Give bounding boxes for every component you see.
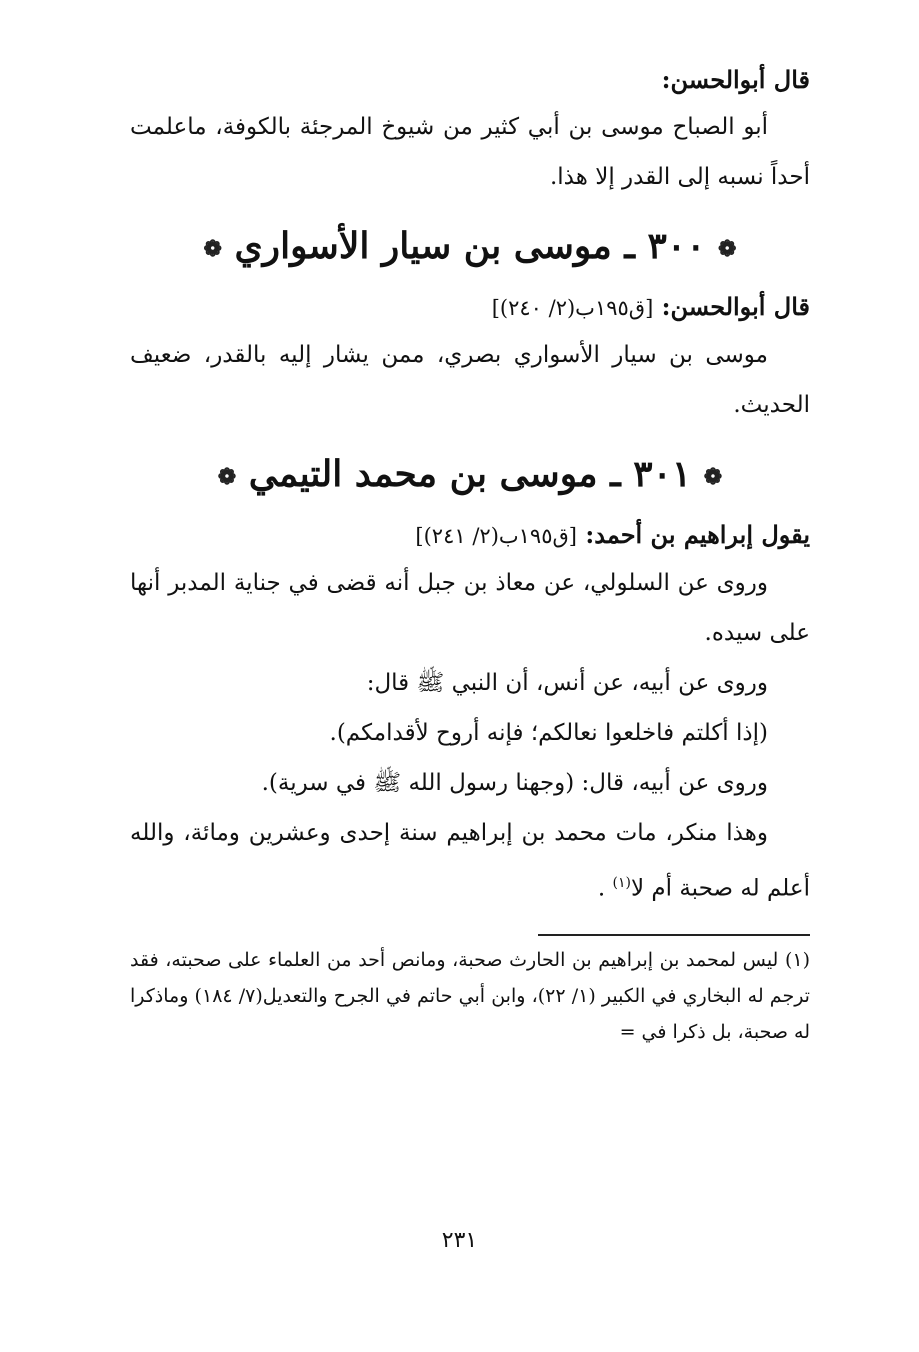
paragraph: وروى عن أبيه، عن أنس، أن النبي ﷺ قال: [366,670,768,696]
entry-title: موسى بن محمد التيمي [248,453,598,495]
paragraph-text: وهذا منكر، مات محمد بن إبراهيم سنة إحدى وعشرين ومائة، والله أعلم له صحبة أم لا [130,820,810,902]
entry-title: موسى بن سيار الأسواري [234,225,612,267]
page-number: ٢٣١ [441,1228,478,1253]
ornament-icon: ❁ [718,236,737,262]
paragraph: وروى عن أبيه، قال: (وجهنا رسول الله ﷺ في سرية). [261,770,768,796]
ornament-icon: ❁ [703,464,723,490]
manuscript-reference: [ق١٩٥ب(٢/ ٢٤٠)] [491,296,654,320]
page-body [130,58,810,1050]
paragraph [130,808,810,914]
speaker-label: قال أبوالحسن: [661,292,810,321]
speaker-line [130,285,810,330]
footnote-marker[interactable]: (١) [612,875,631,891]
speaker-label: قال أبوالحسن: [661,65,810,94]
footnote: (١) ليس لمحمد بن إبراهيم بن الحارث صحبة، ومانص أحد من العلماء على صحبته، فقد ترجم له البخاري في الكبير (١/ ٢٢)، وابن أبي حاتم في الجرح والتعديل(٧/ ١٨٤) وماذكرا له صحبة، بل ذكرا في = [130,948,810,1043]
entry-heading-301 [130,444,810,507]
paragraph: وروى عن السلولي، عن معاذ بن جبل أنه قضى في جناية المدبر أنها على سيده. [130,570,810,646]
entry-heading-300 [130,216,810,279]
hadith-quote: (إذا أكلتم فاخلعوا نعالكم؛ فإنه أروح لأقدامكم). [329,720,768,746]
manuscript-reference: [ق١٩٥ب(٢/ ٢٤١)] [415,524,577,548]
paragraph: موسى بن سيار الأسواري بصري، ممن يشار إليه بالقدر، ضعيف الحديث. [130,342,810,418]
paragraph-end: . [597,875,613,902]
footnote-divider [538,934,810,936]
entry-number: ٣٠١ ـ [610,453,692,495]
ornament-icon: ❁ [203,236,222,262]
paragraph: أبو الصباح موسى بن أبي كثير من شيوخ المرجئة بالكوفة، ماعلمت أحداً نسبه إلى القدر إلا هذا. [130,114,810,190]
speaker-line [130,513,810,558]
ornament-icon: ❁ [217,464,237,490]
speaker-label: يقول إبراهيم بن أحمد: [585,520,810,549]
entry-number: ٣٠٠ ـ [624,225,706,267]
